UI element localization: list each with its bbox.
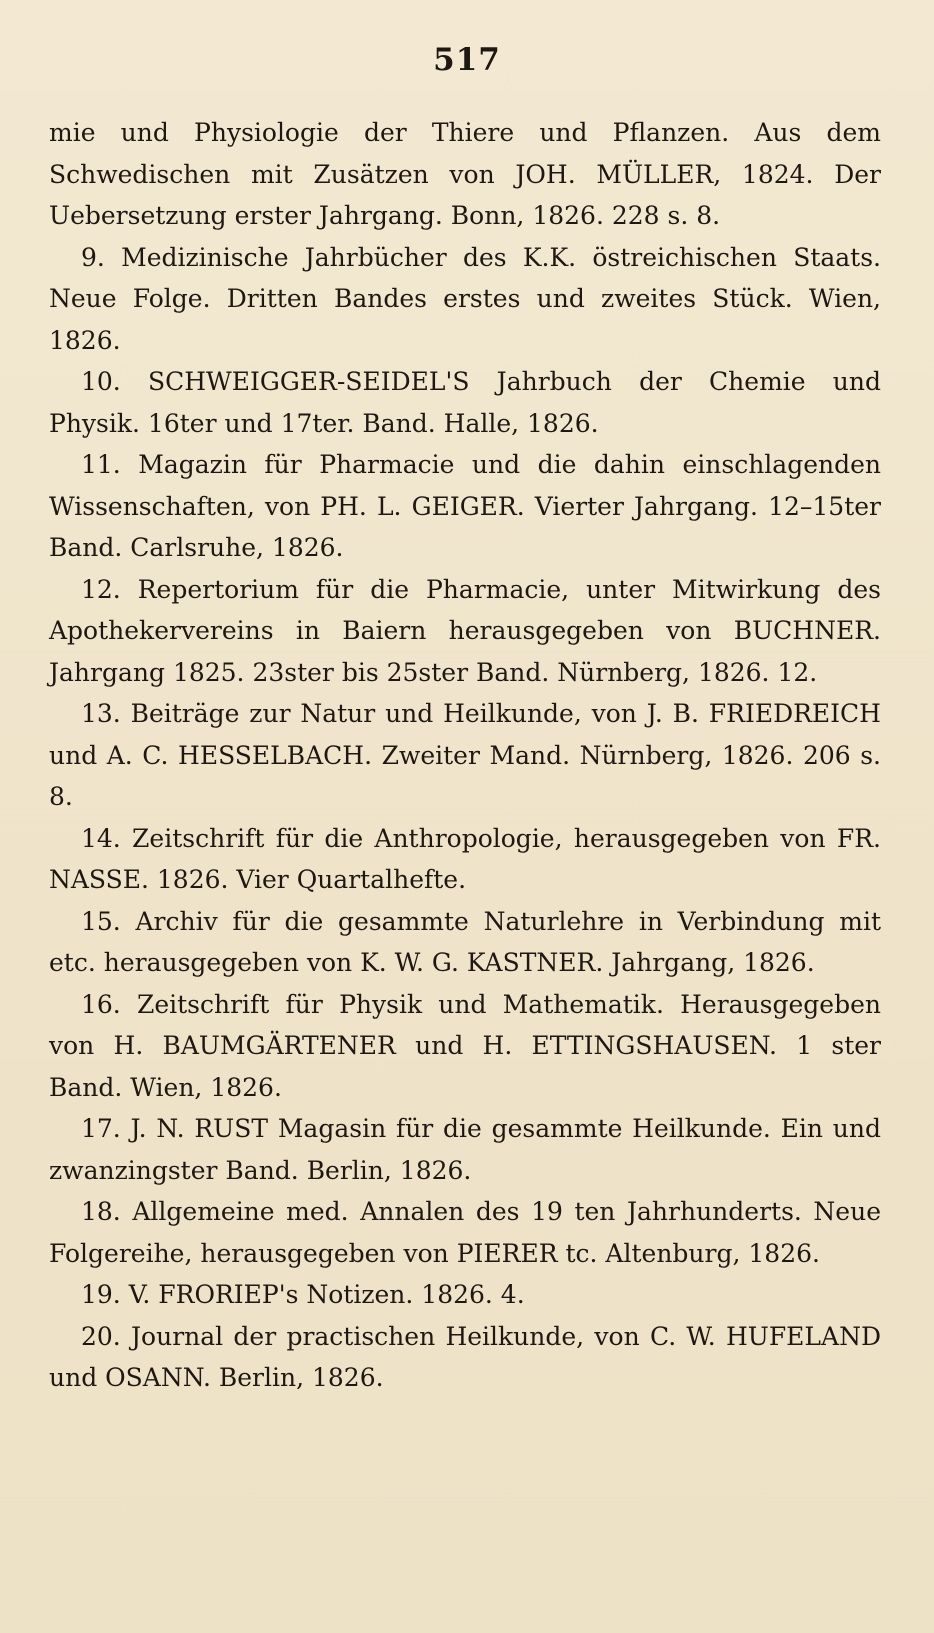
entry-15: 15. Archiv für die gesammte Naturlehre in Verbindung mit etc. herausgegeben von K. W. G. KASTNER. Jahrgang, 1826. (49, 906, 881, 977)
entry-16: 16. Zeitschrift für Physik und Mathematik. Herausgegeben von H. BAUMGÄRTENER und H. ETTINGSHAUSEN. 1 ster Band. Wien, 1826. (49, 989, 881, 1102)
entry-11: 11. Magazin für Pharmacie und die dahin einschlagenden Wissenschaften, von PH. L. GEIGER. Vierter Jahrgang. 12–15ter Band. Carlsruhe, 1826. (49, 450, 881, 562)
entry-12: 12. Repertorium für die Pharmacie, unter Mitwirkung des Apothekervereins in Baiern herausgegeben von BUCHNER. Jahrgang 1825. 23ster bis 25ster Band. Nürnberg, 1826. 12. (49, 574, 881, 687)
entry-14: 14. Zeitschrift für die Anthropologie, herausgegeben von FR. NASSE. 1826. Vier Quartalhefte. (49, 823, 881, 894)
entry-9: 9. Medizinische Jahrbücher des K.K. östreichischen Staats. Neue Folge. Dritten Bandes erstes und zweites Stück. Wien, 1826. (49, 242, 881, 355)
entry-18: 18. Allgemeine med. Annalen des 19 ten Jahrhunderts. Neue Folgereihe, herausgegeben von PIERER tc. Altenburg, 1826. (49, 1197, 881, 1268)
entry-17: 17. J. N. RUST Magasin für die gesammte Heilkunde. Ein und zwanzingster Band. Berlin, 1826. (49, 1114, 881, 1185)
page-number: 517 (433, 42, 501, 78)
entry-13: 13. Beiträge zur Natur und Heilkunde, von J. B. FRIEDREICH und A. C. HESSELBACH. Zweiter Mand. Nürnberg, 1826. 206 s. 8. (49, 699, 881, 811)
entry-19: 19. V. FRORIEP's Notizen. 1826. 4. (81, 1280, 525, 1309)
paragraph-continuation: mie und Physiologie der Thiere und Pflanzen. Aus dem Schwedischen mit Zusätzen von JOH. MÜLLER, 1824. Der Uebersetzung erster Jahrgang. Bonn, 1826. 228 s. 8. (49, 118, 881, 230)
entry-20: 20. Journal der practischen Heilkunde, von C. W. HUFELAND und OSANN. Berlin, 1826. (49, 1321, 881, 1392)
bibliography-list (49, 112, 881, 1399)
entry-10: 10. SCHWEIGGER-SEIDEL'S Jahrbuch der Chemie und Physik. 16ter und 17ter. Band. Halle, 1826. (49, 367, 881, 438)
